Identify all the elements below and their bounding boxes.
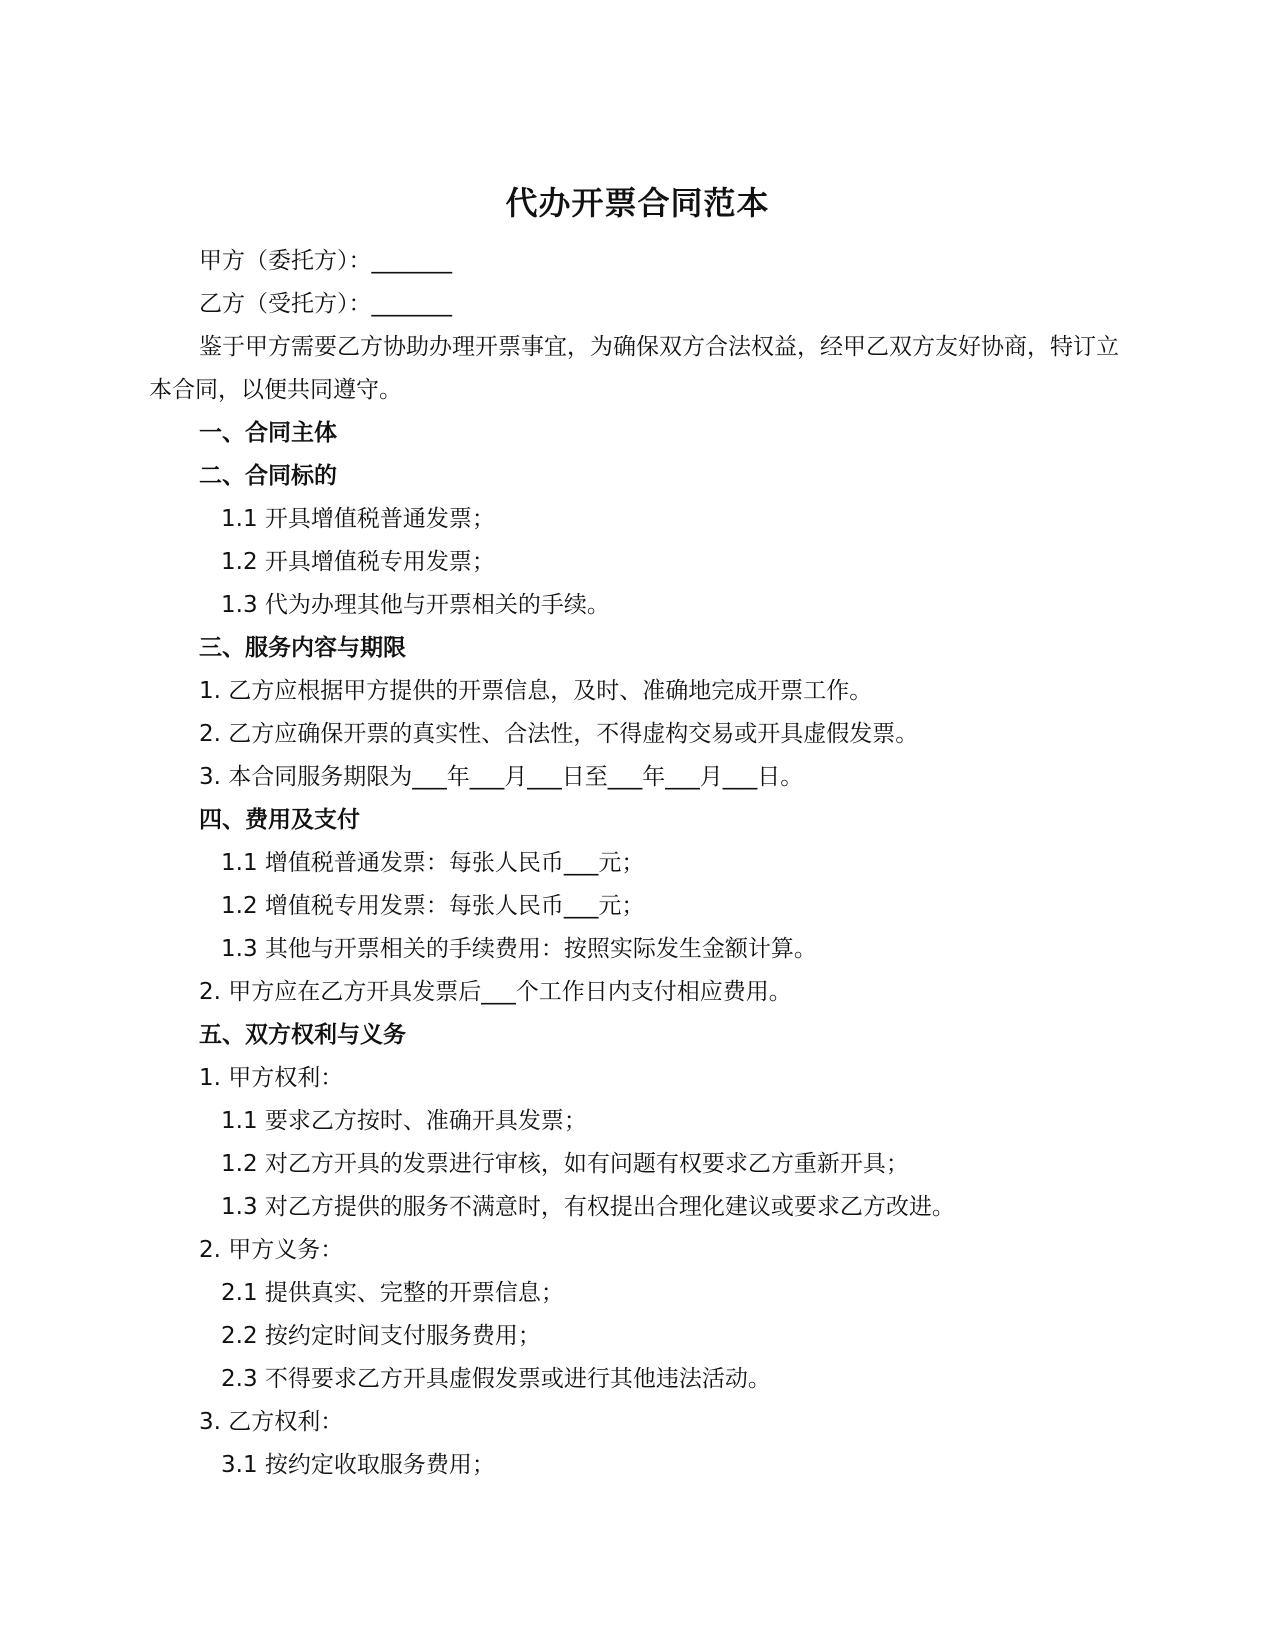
list-item: 1.1 增值税普通发票：每张人民币___元；: [221, 850, 645, 876]
party-b-line: 乙方（受托方）：_______: [199, 291, 452, 317]
list-item: 1. 乙方应根据甲方提供的开票信息，及时、准确地完成开票工作。: [199, 678, 873, 704]
sub-heading-party-a-rights: 1. 甲方权利：: [199, 1065, 344, 1091]
list-item: 1.3 其他与开票相关的手续费用：按照实际发生金额计算。: [221, 936, 817, 962]
list-item: 2.1 提供真实、完整的开票信息；: [221, 1280, 564, 1306]
sub-heading-party-b-rights: 3. 乙方权利：: [199, 1409, 344, 1435]
section-heading-contract-parties: 一、合同主体: [199, 420, 337, 446]
section-heading-fees-payment: 四、费用及支付: [199, 807, 360, 833]
list-item: 2.2 按约定时间支付服务费用；: [221, 1323, 541, 1349]
list-item: 3.1 按约定收取服务费用；: [221, 1452, 495, 1478]
list-item: 1.1 开具增值税普通发票；: [221, 506, 495, 532]
list-item: 1.2 增值税专用发票：每张人民币___元；: [221, 893, 645, 919]
section-heading-service-content: 三、服务内容与期限: [199, 635, 406, 661]
list-item: 1.2 对乙方开具的发票进行审核，如有问题有权要求乙方重新开具；: [221, 1151, 909, 1177]
list-item: 1.2 开具增值税专用发票；: [221, 549, 495, 575]
list-item: 1.1 要求乙方按时、准确开具发票；: [221, 1108, 587, 1134]
section-heading-contract-subject: 二、合同标的: [199, 463, 337, 489]
document-body: [149, 240, 1134, 1487]
list-item: 1.3 对乙方提供的服务不满意时，有权提出合理化建议或要求乙方改进。: [221, 1194, 955, 1220]
document-title: 代办开票合同范本: [505, 184, 770, 222]
list-item: 3. 本合同服务期限为___年___月___日至___年___月___日。: [199, 764, 804, 790]
intro-paragraph: 鉴于甲方需要乙方协助办理开票事宜，为确保双方合法权益，经甲乙双方友好协商，特订立本合同，以便共同遵守。: [149, 334, 1119, 403]
list-item: 1.3 代为办理其他与开票相关的手续。: [221, 592, 610, 618]
list-item: 2.3 不得要求乙方开具虚假发票或进行其他违法活动。: [221, 1366, 771, 1392]
section-heading-rights-obligations: 五、双方权利与义务: [199, 1022, 406, 1048]
party-a-line: 甲方（委托方）：_______: [199, 248, 452, 274]
list-item: 2. 乙方应确保开票的真实性、合法性，不得虚构交易或开具虚假发票。: [199, 721, 919, 747]
sub-heading-party-a-duties: 2. 甲方义务：: [199, 1237, 344, 1263]
list-item: 2. 甲方应在乙方开具发票后___个工作日内支付相应费用。: [199, 979, 792, 1005]
